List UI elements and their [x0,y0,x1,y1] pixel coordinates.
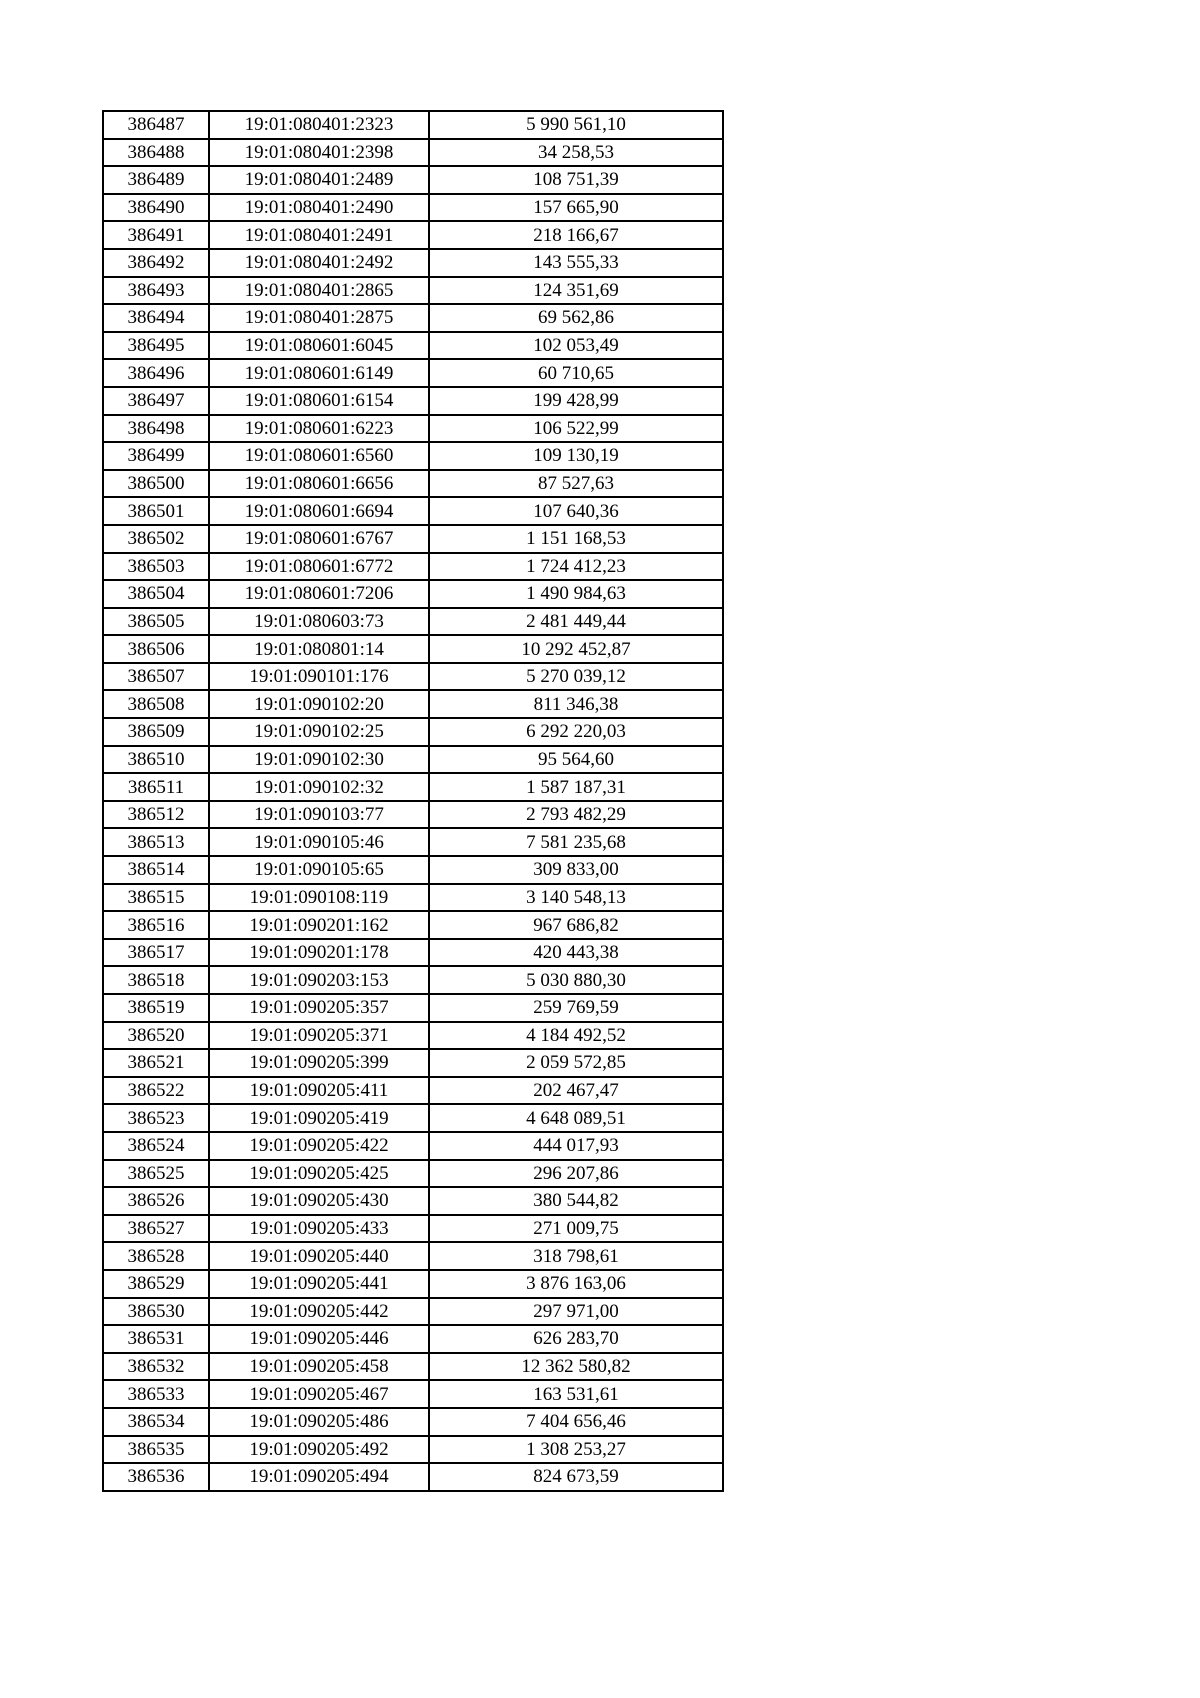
table-row [103,359,723,387]
cadastral-value-cell: 202 467,47 [429,1077,723,1105]
cadastral-value-cell: 380 544,82 [429,1187,723,1215]
row-number-cell: 386536 [103,1463,209,1491]
cadastral-number-cell: 19:01:080401:2398 [209,139,429,167]
row-number-cell: 386508 [103,690,209,718]
cadastral-number-cell: 19:01:090205:492 [209,1436,429,1464]
table-row [103,1104,723,1132]
cadastral-value-cell: 34 258,53 [429,139,723,167]
table-row [103,1022,723,1050]
cadastral-value-cell: 7 581 235,68 [429,828,723,856]
table-row [103,525,723,553]
cadastral-value-cell: 444 017,93 [429,1132,723,1160]
table-row [103,966,723,994]
row-number-cell: 386497 [103,387,209,415]
cadastral-number-cell: 19:01:080401:2865 [209,277,429,305]
row-number-cell: 386490 [103,194,209,222]
cadastral-value-cell: 626 283,70 [429,1325,723,1353]
cadastral-value-cell: 1 490 984,63 [429,580,723,608]
table-row [103,497,723,525]
cadastral-number-cell: 19:01:080601:6223 [209,415,429,443]
cadastral-value-cell: 2 793 482,29 [429,801,723,829]
table-row [103,1353,723,1381]
cadastral-value-cell: 157 665,90 [429,194,723,222]
row-number-cell: 386532 [103,1353,209,1381]
cadastral-value-cell: 420 443,38 [429,939,723,967]
cadastral-number-cell: 19:01:090205:371 [209,1022,429,1050]
row-number-cell: 386505 [103,608,209,636]
cadastral-number-cell: 19:01:090205:441 [209,1270,429,1298]
table-row [103,1408,723,1436]
row-number-cell: 386529 [103,1270,209,1298]
cadastral-value-cell: 199 428,99 [429,387,723,415]
row-number-cell: 386488 [103,139,209,167]
table-row [103,1463,723,1491]
cadastral-value-cell: 6 292 220,03 [429,718,723,746]
table-row [103,1242,723,1270]
cadastral-value-cell: 811 346,38 [429,690,723,718]
cadastral-number-cell: 19:01:090201:162 [209,911,429,939]
table-row [103,1187,723,1215]
table-row [103,194,723,222]
cadastral-value-cell: 296 207,86 [429,1160,723,1188]
cadastral-value-cell: 109 130,19 [429,442,723,470]
row-number-cell: 386487 [103,111,209,139]
row-number-cell: 386522 [103,1077,209,1105]
table-row [103,1049,723,1077]
table-row [103,773,723,801]
cadastral-value-cell: 3 876 163,06 [429,1270,723,1298]
row-number-cell: 386533 [103,1380,209,1408]
cadastral-value-cell: 5 990 561,10 [429,111,723,139]
table-row [103,1380,723,1408]
cadastral-value-cell: 297 971,00 [429,1298,723,1326]
row-number-cell: 386510 [103,746,209,774]
cadastral-value-cell: 271 009,75 [429,1215,723,1243]
cadastral-number-cell: 19:01:090102:25 [209,718,429,746]
table-row [103,911,723,939]
cadastral-value-cell: 218 166,67 [429,221,723,249]
row-number-cell: 386526 [103,1187,209,1215]
row-number-cell: 386524 [103,1132,209,1160]
cadastral-number-cell: 19:01:090205:422 [209,1132,429,1160]
cadastral-number-cell: 19:01:090205:399 [209,1049,429,1077]
cadastral-value-cell: 107 640,36 [429,497,723,525]
row-number-cell: 386496 [103,359,209,387]
table-row [103,387,723,415]
cadastral-number-cell: 19:01:090205:433 [209,1215,429,1243]
cadastral-value-cell: 318 798,61 [429,1242,723,1270]
cadastral-value-cell: 3 140 548,13 [429,884,723,912]
row-number-cell: 386518 [103,966,209,994]
row-number-cell: 386534 [103,1408,209,1436]
table-row [103,304,723,332]
cadastral-number-cell: 19:01:090205:440 [209,1242,429,1270]
cadastral-number-cell: 19:01:090105:46 [209,828,429,856]
row-number-cell: 386499 [103,442,209,470]
table-row [103,221,723,249]
cadastral-number-cell: 19:01:090102:20 [209,690,429,718]
cadastral-number-cell: 19:01:080401:2489 [209,166,429,194]
row-number-cell: 386492 [103,249,209,277]
cadastral-number-cell: 19:01:090203:153 [209,966,429,994]
row-number-cell: 386500 [103,470,209,498]
cadastral-number-cell: 19:01:090102:30 [209,746,429,774]
table-row [103,1215,723,1243]
cadastral-value-cell: 87 527,63 [429,470,723,498]
row-number-cell: 386494 [103,304,209,332]
row-number-cell: 386530 [103,1298,209,1326]
row-number-cell: 386520 [103,1022,209,1050]
cadastral-value-cell: 1 724 412,23 [429,553,723,581]
table-row [103,635,723,663]
cadastral-number-cell: 19:01:090205:419 [209,1104,429,1132]
cadastral-number-cell: 19:01:080401:2490 [209,194,429,222]
cadastral-value-cell: 967 686,82 [429,911,723,939]
table-row [103,553,723,581]
table-row [103,1436,723,1464]
table-row [103,442,723,470]
row-number-cell: 386519 [103,994,209,1022]
table-row [103,111,723,139]
cadastral-number-cell: 19:01:090101:176 [209,663,429,691]
cadastral-number-cell: 19:01:090108:119 [209,884,429,912]
cadastral-number-cell: 19:01:080601:6149 [209,359,429,387]
table-row [103,746,723,774]
row-number-cell: 386517 [103,939,209,967]
row-number-cell: 386507 [103,663,209,691]
cadastral-value-cell: 95 564,60 [429,746,723,774]
row-number-cell: 386491 [103,221,209,249]
cadastral-number-cell: 19:01:090201:178 [209,939,429,967]
table-row [103,1160,723,1188]
cadastral-number-cell: 19:01:080401:2875 [209,304,429,332]
cadastral-value-cell: 309 833,00 [429,856,723,884]
table-row [103,994,723,1022]
cadastral-value-cell: 5 270 039,12 [429,663,723,691]
cadastral-number-cell: 19:01:080601:7206 [209,580,429,608]
row-number-cell: 386535 [103,1436,209,1464]
table-row [103,1270,723,1298]
table-row [103,884,723,912]
cadastral-number-cell: 19:01:090205:486 [209,1408,429,1436]
table-row [103,801,723,829]
table-row [103,718,723,746]
cadastral-number-cell: 19:01:080401:2491 [209,221,429,249]
row-number-cell: 386504 [103,580,209,608]
row-number-cell: 386502 [103,525,209,553]
cadastral-number-cell: 19:01:090205:458 [209,1353,429,1381]
table-row [103,249,723,277]
row-number-cell: 386527 [103,1215,209,1243]
cadastral-value-cell: 1 308 253,27 [429,1436,723,1464]
table-row [103,415,723,443]
cadastral-number-cell: 19:01:090205:425 [209,1160,429,1188]
table-row [103,608,723,636]
row-number-cell: 386516 [103,911,209,939]
row-number-cell: 386511 [103,773,209,801]
cadastral-value-cell: 2 059 572,85 [429,1049,723,1077]
table-row [103,1298,723,1326]
table-row [103,1077,723,1105]
cadastral-value-cell: 4 648 089,51 [429,1104,723,1132]
table-row [103,470,723,498]
cadastral-value-cell: 259 769,59 [429,994,723,1022]
row-number-cell: 386515 [103,884,209,912]
cadastral-value-cell: 5 030 880,30 [429,966,723,994]
cadastral-value-cell: 7 404 656,46 [429,1408,723,1436]
cadastral-number-cell: 19:01:080801:14 [209,635,429,663]
cadastral-number-cell: 19:01:080601:6772 [209,553,429,581]
cadastral-number-cell: 19:01:090205:494 [209,1463,429,1491]
cadastral-value-cell: 824 673,59 [429,1463,723,1491]
cadastral-value-cell: 1 587 187,31 [429,773,723,801]
cadastral-value-cell: 108 751,39 [429,166,723,194]
cadastral-number-cell: 19:01:090205:357 [209,994,429,1022]
table-body [103,111,723,1491]
row-number-cell: 386503 [103,553,209,581]
cadastral-number-cell: 19:01:090205:442 [209,1298,429,1326]
row-number-cell: 386514 [103,856,209,884]
cadastral-number-cell: 19:01:080401:2323 [209,111,429,139]
cadastral-value-cell: 102 053,49 [429,332,723,360]
row-number-cell: 386513 [103,828,209,856]
row-number-cell: 386512 [103,801,209,829]
row-number-cell: 386506 [103,635,209,663]
cadastral-number-cell: 19:01:080601:6656 [209,470,429,498]
table-row [103,828,723,856]
cadastral-value-cell: 60 710,65 [429,359,723,387]
row-number-cell: 386528 [103,1242,209,1270]
cadastral-number-cell: 19:01:090102:32 [209,773,429,801]
row-number-cell: 386493 [103,277,209,305]
cadastral-value-cell: 4 184 492,52 [429,1022,723,1050]
cadastral-number-cell: 19:01:090205:467 [209,1380,429,1408]
cadastral-number-cell: 19:01:080601:6154 [209,387,429,415]
table-row [103,139,723,167]
cadastral-value-table [102,110,724,1492]
cadastral-number-cell: 19:01:090205:446 [209,1325,429,1353]
row-number-cell: 386498 [103,415,209,443]
cadastral-number-cell: 19:01:080601:6045 [209,332,429,360]
table-row [103,939,723,967]
row-number-cell: 386531 [103,1325,209,1353]
table-row [103,1325,723,1353]
cadastral-number-cell: 19:01:080603:73 [209,608,429,636]
cadastral-number-cell: 19:01:090205:411 [209,1077,429,1105]
table-row [103,166,723,194]
row-number-cell: 386521 [103,1049,209,1077]
cadastral-number-cell: 19:01:080401:2492 [209,249,429,277]
table-row [103,856,723,884]
row-number-cell: 386495 [103,332,209,360]
cadastral-value-cell: 69 562,86 [429,304,723,332]
cadastral-value-cell: 12 362 580,82 [429,1353,723,1381]
cadastral-value-cell: 106 522,99 [429,415,723,443]
cadastral-value-cell: 1 151 168,53 [429,525,723,553]
row-number-cell: 386525 [103,1160,209,1188]
cadastral-number-cell: 19:01:080601:6694 [209,497,429,525]
row-number-cell: 386509 [103,718,209,746]
table-row [103,580,723,608]
table-row [103,690,723,718]
cadastral-value-cell: 10 292 452,87 [429,635,723,663]
cadastral-value-cell: 124 351,69 [429,277,723,305]
cadastral-number-cell: 19:01:090103:77 [209,801,429,829]
table-row [103,663,723,691]
row-number-cell: 386523 [103,1104,209,1132]
row-number-cell: 386489 [103,166,209,194]
cadastral-value-cell: 2 481 449,44 [429,608,723,636]
table-row [103,277,723,305]
cadastral-number-cell: 19:01:080601:6767 [209,525,429,553]
cadastral-value-cell: 143 555,33 [429,249,723,277]
cadastral-value-cell: 163 531,61 [429,1380,723,1408]
cadastral-number-cell: 19:01:090205:430 [209,1187,429,1215]
row-number-cell: 386501 [103,497,209,525]
cadastral-number-cell: 19:01:080601:6560 [209,442,429,470]
table-row [103,332,723,360]
cadastral-number-cell: 19:01:090105:65 [209,856,429,884]
table-row [103,1132,723,1160]
